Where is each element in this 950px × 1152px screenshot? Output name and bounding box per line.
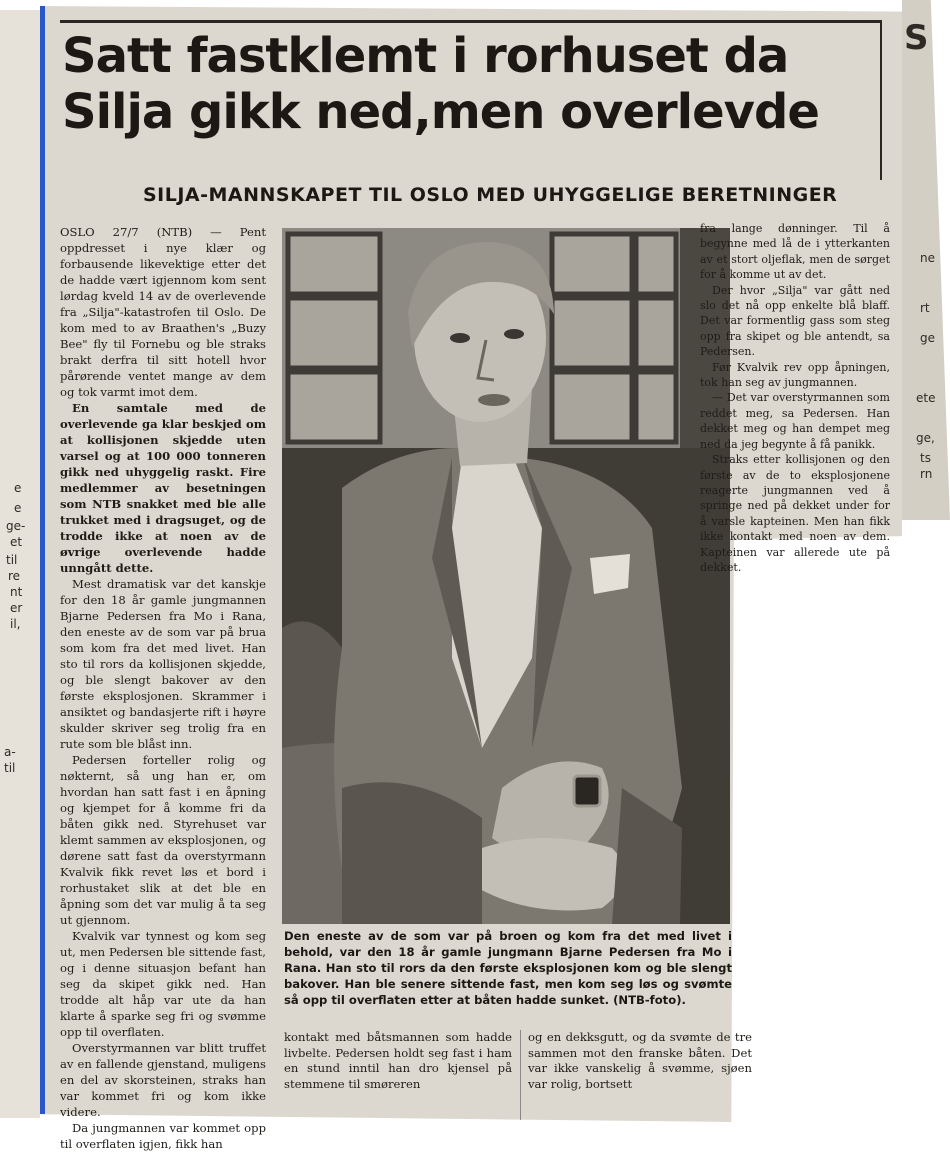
paragraph: Der hvor „Silja" var gått ned slo det nå opp enkelte blå blaff. Det var formentlig gass som steg opp fra skipet og ble antendt, sa Pedersen.: [700, 283, 890, 359]
left-fragment: e: [14, 481, 22, 495]
clipping-blue-edge: [40, 6, 45, 1114]
left-fragment: til: [4, 761, 16, 775]
left-fragment: ge-: [6, 519, 26, 533]
paragraph: fra lange dønninger. Til å begynne med lå de i ytterkanten av et stort oljeflak, men de sørget for å komme ut av det.: [700, 222, 890, 282]
portrait-photo: [282, 228, 730, 924]
right-fragment: ete: [916, 391, 936, 405]
paragraph: Kvalvik var tynnest og kom seg ut, men Pedersen ble sittende fast, og i denne situasjon befant han seg da skipet gikk ned. Han trodde alt håp var ute da han klarte å sparke seg fri og svømme opp til overflaten.: [60, 929, 266, 1039]
top-rule: [60, 20, 880, 23]
article-column-bottom-1: [284, 1030, 512, 1092]
paragraph: Straks etter kollisjonen og den første av de to eksplosjonene reagerte jungmannen ved å springe ned på dekket under for å varsle kapteinen. Men han fikk ikke kontakt med noen av dem. Kapteinen var allerede ute på dekket.: [700, 453, 890, 574]
vertical-rule: [880, 20, 882, 180]
subheadline: SILJA-MANNSKAPET TIL OSLO MED UHYGGELIGE BERETNINGER: [143, 184, 838, 206]
right-fragment: ts: [920, 451, 931, 465]
paragraph: OSLO 27/7 (NTB) — Pent oppdresset i nye klær og forbausende likevektige etter det de hadde vært igjennom kom sent lørdag kveld 14 av de overlevende fra „Silja"-katastrofen til Oslo. De kom med to av Braathen's „Buzy Bee" fly til Fornebu og ble straks brakt derfra til sitt hotell hvor pårørende ventet mange av dem og tok varmt imot dem.: [60, 225, 266, 399]
headline-line-1: Satt fastklemt i rorhuset da: [62, 28, 789, 84]
right-fragment: rn: [920, 467, 933, 481]
paragraph: og en dekksgutt, og da svømte de tre sammen mot den franske båten. Det var ikke vanskelig å svømme, sjøen var rolig, bortsett: [528, 1030, 752, 1091]
headline: [62, 28, 880, 140]
left-fragment: nt: [10, 585, 23, 599]
article-column-left: [60, 224, 266, 1152]
article-column-bottom-2: [528, 1030, 752, 1092]
paragraph: Mest dramatisk var det kanskje for den 18 år gamle jungmannen Bjarne Pedersen fra Mo i Rana, den eneste av de som var på brua som kom fra det med livet. Han sto til rors da kollisjonen skjedde, og ble slengt bakover av den første eksplosjonen. Skrammer i ansiktet og bandasjerte rift i høyre skulder skriver seg trolig fra en rute som ble blåst inn.: [60, 577, 266, 751]
right-fragment: ge: [920, 331, 935, 345]
right-fragment: ne: [920, 251, 935, 265]
paragraph: Da jungmannen var kommet opp til overflaten igjen, fikk han: [60, 1121, 266, 1151]
left-fragment: til: [6, 553, 18, 567]
paragraph: En samtale med de overlevende ga klar beskjed om at kollisjonen skjedde uten varsel og at 100 000 tonneren gikk ned uhyggelig raskt. Fire medlemmer av besetningen som NTB snakket med ble alle trukket med i dragsuget, og de trodde ikke at noen av de øvrige overlevende hadde unngått dette.: [60, 401, 266, 575]
left-fragment: e: [14, 501, 22, 515]
left-fragment: er: [10, 601, 23, 615]
headline-line-2: Silja gikk ned,men overlevde: [62, 84, 819, 140]
article-column-right: [700, 221, 890, 575]
left-fragment: a-: [4, 745, 16, 759]
left-fragment: et: [10, 535, 23, 549]
photo-caption: Den eneste av de som var på broen og kom fra det med livet i behold, var den 18 år gamle jungmann Bjarne Pedersen fra Mo i Rana. Han sto til rors da den første eksplosjonen kom og ble slengt bakover. Han ble senere sittende fast, men kom seg løs og svømte så opp til overflaten etter at båten hadde sunket. (NTB-foto).: [284, 929, 732, 1007]
paragraph: Før Kvalvik rev opp åpningen, tok han seg av jungmannen.: [700, 360, 890, 390]
right-fragment-letter: S: [904, 18, 929, 58]
paragraph: kontakt med båtsmannen som hadde livbelte. Pedersen holdt seg fast i ham en stund inntil han dro kjensel på stemmene til smøreren: [284, 1030, 512, 1091]
paragraph: — Det var overstyrmannen som reddet meg, sa Pedersen. Han dekket meg og han dempet meg ned da jeg begynte å få panikk.: [700, 391, 890, 451]
left-fragment: re: [8, 569, 21, 583]
paragraph: Overstyrmannen var blitt truffet av en fallende gjenstand, muligens en del av skorsteinen, straks han var kommet fri og kom ikke videre.: [60, 1041, 266, 1119]
paragraph: Pedersen forteller rolig og nøkternt, så ung han er, om hvordan han satt fast i en åpning og kjempet for å komme fri da båten gikk ned. Styrehuset var klemt sammen av eksplosjonen, og dørene satt fast da overstyrmann Kvalvik fikk revet løs et bord i rorhustaket slik at det ble en åpning som det var mulig å ta seg ut gjennom.: [60, 753, 266, 927]
left-fragment: il,: [10, 617, 21, 631]
portrait-illustration: [282, 228, 730, 924]
left-neighbour-clipping: [0, 10, 40, 1118]
right-fragment: rt: [920, 301, 930, 315]
right-fragment: ge,: [916, 431, 935, 445]
column-separator: [520, 1030, 521, 1120]
